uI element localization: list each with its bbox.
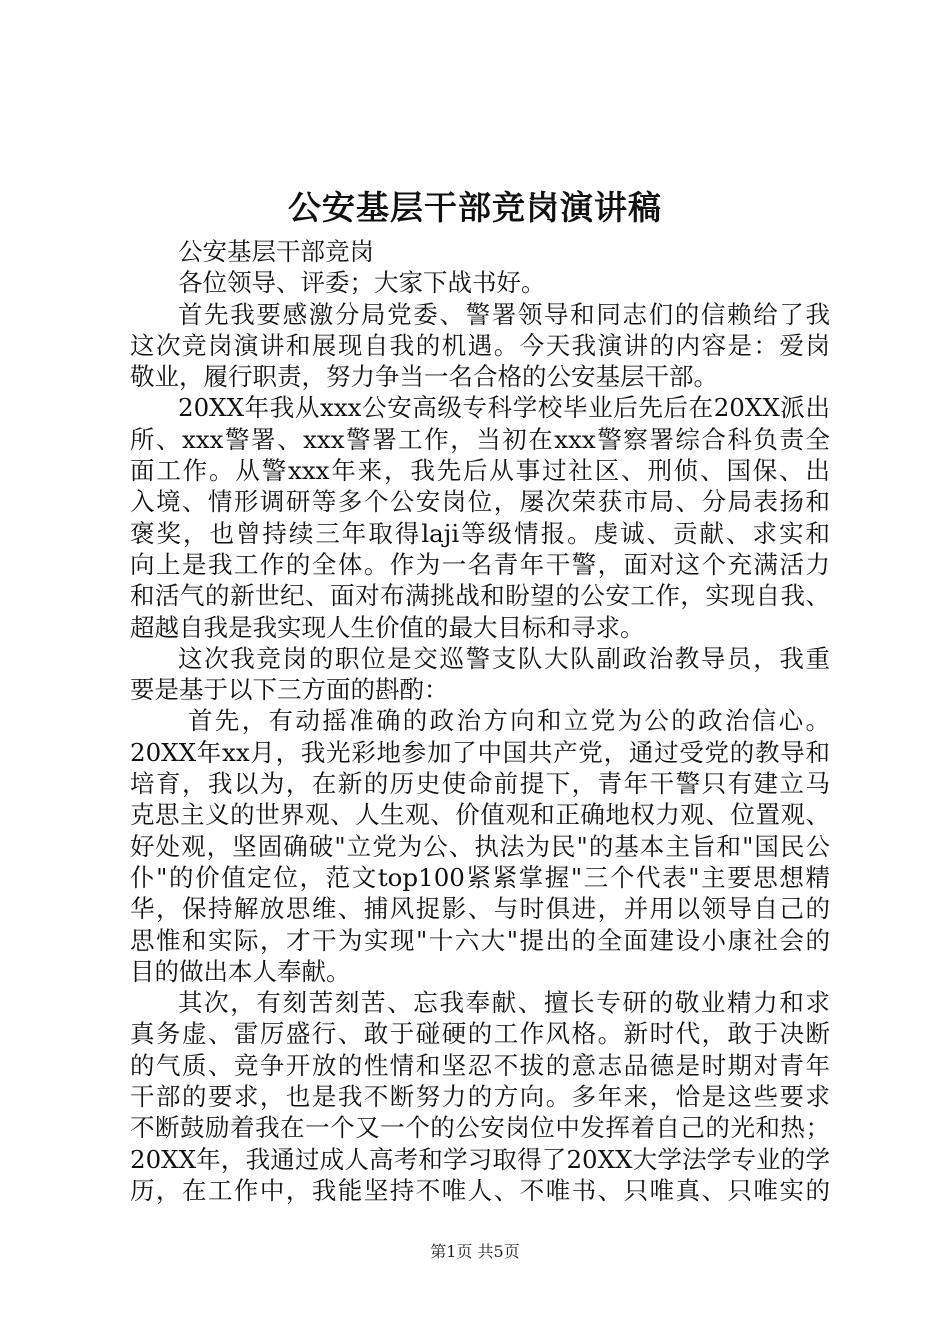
page-footer: 第1页 共5页 <box>430 1242 520 1261</box>
body-line: 各位领导、评委；大家下战书好。 <box>178 268 546 298</box>
body-line: 的气质、竞争开放的性情和坚忍不拔的意志品德是时期对青年 <box>130 1050 830 1080</box>
body-line: 其次，有刻苦刻苦、忘我奉献、擅长专研的敬业精力和求 <box>178 988 830 1018</box>
body-line: 超越自我是我实现人生价值的最大目标和寻求。 <box>130 612 645 642</box>
body-line: 要是基于以下三方面的斟酌： <box>130 675 449 705</box>
body-line: 20XX年，我通过成人高考和学习取得了20XX大学法学专业的学 <box>130 1144 830 1174</box>
document-title: 公安基层干部竞岗演讲稿 <box>288 188 662 227</box>
body-line: 褒奖，也曾持续三年取得laji等级情报。虔诚、贡献、求实和 <box>130 518 830 548</box>
body-line: 这次我竞岗的职位是交巡警支队大队副政治教导员，我重 <box>178 643 830 673</box>
body-line: 这次竞岗演讲和展现自我的机遇。今天我演讲的内容是：爱岗 <box>130 330 830 360</box>
body-line: 仆"的价值定位，范文top100紧紧掌握"三个代表"主要思想精 <box>130 862 830 892</box>
body-line: 首先，有动摇准确的政治方向和立党为公的政治信心。 <box>188 706 830 736</box>
body-line: 好处观，坚固确破"立党为公、执法为民"的基本主旨和"国民公 <box>130 831 830 861</box>
body-line: 目的做出本人奉献。 <box>130 956 351 986</box>
body-line: 不断鼓励着我在一个又一个的公安岗位中发挥着自己的光和热； <box>130 1113 830 1143</box>
body-line: 克思主义的世界观、人生观、价值观和正确地权力观、位置观、 <box>130 800 830 830</box>
body-line: 首先我要感激分局党委、警署领导和同志们的信赖给了我 <box>178 299 830 329</box>
body-line: 向上是我工作的全体。作为一名青年干警，面对这个充满活力 <box>130 549 830 579</box>
body-line: 面工作。从警xxx年来，我先后从事过社区、刑侦、国保、出 <box>130 456 830 486</box>
body-line: 干部的要求，也是我不断努力的方向。多年来，恰是这些要求 <box>130 1082 830 1112</box>
body-line: 所、xxx警署、xxx警署工作，当初在xxx警察署综合科负责全 <box>130 424 830 454</box>
body-line: 20XX年xx月，我光彩地参加了中国共产党，通过受党的教导和 <box>130 737 830 767</box>
body-line: 历，在工作中，我能坚持不唯人、不唯书、只唯真、只唯实的 <box>130 1175 830 1205</box>
body-line: 思惟和实际，才干为实现"十六大"提出的全面建设小康社会的 <box>130 925 830 955</box>
body-line: 华，保持解放思维、捕风捉影、与时俱进，并用以领导自己的 <box>130 894 830 924</box>
body-line: 和活气的新世纪、面对布满挑战和盼望的公安工作，实现自我、 <box>130 581 830 611</box>
document-body <box>130 236 830 1206</box>
body-line: 公安基层干部竞岗 <box>178 237 374 266</box>
body-line: 20XX年我从xxx公安高级专科学校毕业后先后在20XX派出 <box>178 393 830 423</box>
body-line: 敬业，履行职责，努力争当一名合格的公安基层干部。 <box>130 362 718 392</box>
body-line: 真务虚、雷厉盛行、敢于碰硬的工作风格。新时代，敢于决断 <box>130 1019 830 1049</box>
body-line: 培育，我以为，在新的历史使命前提下，青年干警只有建立马 <box>130 769 830 799</box>
body-line: 入境、情形调研等多个公安岗位，屡次荣获市局、分局表扬和 <box>130 487 830 517</box>
